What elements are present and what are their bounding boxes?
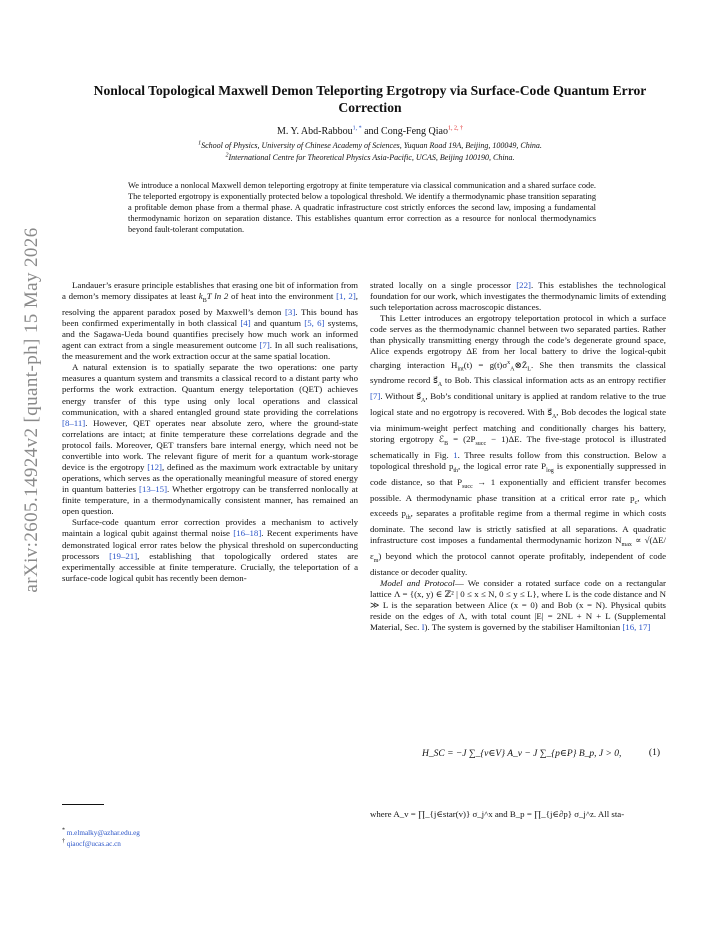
paragraph-continued: strated locally on a single processor [22]. This establishes the technological foundation for our work, which investigates the thermodynamic limits of extending such teleportation across macroscopic distances. — [370, 280, 666, 313]
citation-link[interactable]: [1, 2] — [336, 291, 356, 302]
citation-link[interactable]: [4] — [240, 318, 251, 328]
citation-link[interactable]: [22] — [516, 280, 531, 290]
citation-link[interactable]: [7] — [370, 391, 381, 402]
author-1-mark[interactable] — [353, 126, 362, 132]
figure-link[interactable]: 1 — [453, 449, 458, 460]
citation-link[interactable]: [12] — [147, 462, 162, 473]
citation-link[interactable]: [3] — [284, 306, 296, 317]
paragraph-model: Model and Protocol— We consider a rotated surface code on a rectangular lattice Λ = {(x, y) ∈ ℤ² | 0 ≤ x ≤ N, 0 ≤ y ≤ L}, where L is the code distance and N ≫ L is the separation between Alice (x = 0) and Bob (x = N). Physical qubits reside on the edges of Λ, with total count |E| = 2NL + N + L (Supplemental Material, Sec. I). The system is governed by the stabiliser Hamiltonian [16, 17] — [370, 578, 666, 633]
citation-link[interactable]: [16, 17] — [622, 622, 651, 633]
citation-link[interactable]: [7] — [259, 340, 270, 351]
right-column — [370, 280, 666, 633]
citation-link[interactable]: [16–18] — [233, 528, 262, 539]
footnote-rule — [62, 804, 104, 805]
arxiv-id-text: arXiv:2605.14924v2 [quant-ph] 15 May 2026 — [21, 227, 42, 593]
paragraph-landauer: Landauer’s erasure principle establishes that erasing one bit of information from a demon’s memory dissipates at least $k_BT$ ln 2 of heat into the environment [1, 2], resolving the apparent paradox posed by Maxwell’s demon [3]. This bound has been confirmed experimentally in both classical [4] and quantum [5, 6] systems, and the Sagawa-Ueda bound quantifies precisely how much work an informed agent can extract from a single measurement outcome [7]. In all such realisations, the measurement and the work extraction occur at the same spatial location. — [62, 280, 359, 362]
affiliation-2: $^2$International Centre for Theoretical Physics Asia-Pacific, UCAS, Beijing 100190, China. — [225, 152, 515, 162]
author-1-footnote-link[interactable]: 1, * — [352, 125, 362, 132]
left-column — [62, 280, 358, 584]
author-line — [70, 125, 670, 138]
section-link[interactable]: I — [421, 622, 425, 633]
author-2-mark[interactable] — [448, 126, 463, 132]
affiliation-1: $^1$School of Physics, University of Chinese Academy of Sciences, Yuquan Road 19A, Beijing, 100049, China. — [198, 140, 542, 150]
footnote-2: † qiaocf@ucas.ac.cn — [62, 838, 121, 848]
citation-link[interactable]: [19–21] — [109, 550, 138, 561]
author-and: and — [361, 126, 382, 137]
author-2-footnote-link[interactable]: 1, 2, † — [447, 125, 463, 132]
equation-body: H_SC = −J ∑_{v∈V} A_v − J ∑_{p∈P} B_p, J > 0, — [422, 749, 622, 759]
footnote-1: * m.elmalky@azhar.edu.eg — [62, 827, 140, 837]
citation-link[interactable]: [8–11] — [62, 417, 86, 428]
after-equation-text: where A_v = ∏_{j∈star(v)} σ_j^x and B_p = ∏_{j∈∂p} σ_j^z. All sta- — [370, 809, 625, 819]
paragraph-surface-code: Surface-code quantum error correction provides a mechanism to actively maintain a logical qubit against thermal noise [16–18]. Recent experiments have demonstrated logical error rates below the physical threshold on superconducting processors [19–21], establishing that topologically ordered states are experimentally accessible at finite temperature. Crucially, the teleportation of a surface-code logical qubit has recently been demon- — [62, 517, 358, 583]
abstract: We introduce a nonlocal Maxwell demon teleporting ergotropy at finite temperature via classical communication and a shared surface code. The teleported ergotropy is exponentially protected below a topological threshold. We identify a thermodynamic phase transition separating a profitable demon phase from a thermal phase. A quadratic infrastructure cost strictly enforces the second law, imposing a fundamental thermodynamic horizon on separation distance. This establishes quantum error correction as a resource for nonlocal thermodynamics beyond fault-tolerant computation. — [128, 181, 596, 234]
equation-1 — [370, 746, 666, 772]
email-link-2[interactable]: qiaocf@ucas.ac.cn — [66, 840, 121, 848]
author-1: M. Y. Abd-Rabbou — [277, 126, 353, 137]
email-link-1[interactable]: m.elmalky@azhar.edu.eg — [66, 829, 140, 837]
citation-link[interactable]: [13–15] — [139, 484, 168, 495]
arxiv-side-label — [14, 150, 50, 670]
paper-header — [70, 82, 670, 163]
paragraph-letter-intro: This Letter introduces an ergotropy teleportation protocol in which a surface code serves as the thermodynamic channel between two separated parties. Rather than physically transmitting energy through the code’s degenerate ground space, Alice expends ergotropy ΔE from her local battery to drive the logical-qubit charging interaction $H_{int}(t)$ = $g(t)\sigma^x_A\otimes Z̄_L$. She then transmits the classical syndrome record $s⃗_A$ to Bob. This classical information acts as an entropy rectifier [7]. Without $s⃗_A$, Bob’s conditional unitary is applied at random relative to the true logical state and no ergotropy is recovered. With $s⃗_A$, Bob decodes the logical state via minimum-weight perfect matching and conditionally charges his battery, storing ergotropy ℰ$_B$ = $(2P_{succ} - 1)\Delta E$. The five-stage protocol is illustrated schematically in Fig. 1. Three results follow from this construction. Below a topological threshold $p_{th}$, the logical error rate $P_{log}$ is exponentially suppressed in code distance, so that $P_{succ} \to 1$ exponentially and efficient transfer becomes possible. A thermodynamic phase transition at a critical error rate $p_c$, which exceeds $p_{th}$, separates a profitable regime from a thermal regime in which costs dominate. The second law is strictly satisfied at all separations. A quadratic infrastructure cost imposes a fundamental thermodynamic horizon $N_{max} \propto √(\Delta E/\varepsilon_m)$ beyond which the protocol cannot operate profitably, independent of code distance or decoder quality. — [370, 313, 667, 577]
citation-link[interactable]: [5, 6] — [304, 318, 325, 328]
author-2: Cong-Feng Qiao — [381, 126, 448, 137]
paragraph-qet: A natural extension is to spatially separate the two operations: one party measures a quantum system and transmits a classical record to a distant party who performs the work extraction. Quantum energy teleportation (QET) achieves energy transfer of this type using only local operations and classical communication, with a shared entangled ground state providing the correlations [8–11]. However, QET operates near absolute zero, where the ground-state correlations are intact; at finite temperature these correlations degrade and the protocol fails. Moreover, QET transfers bare internal energy, which need not be convertible into work. The relevant figure of merit for a quantum work-storage device is the ergotropy [12], defined as the maximum work extractable by unitary operations, which serves as the operationally meaningful measure of stored energy in quantum batteries [13–15]. Whether ergotropy can be transferred nonlocally at finite temperature, in a thermodynamically consistent manner, has remained an open question. — [62, 362, 358, 517]
equation-number: (1) — [648, 748, 660, 758]
paper-title: Nonlocal Topological Maxwell Demon Teleporting Ergotropy via Surface-Code Quantum Error Correction — [93, 83, 647, 115]
